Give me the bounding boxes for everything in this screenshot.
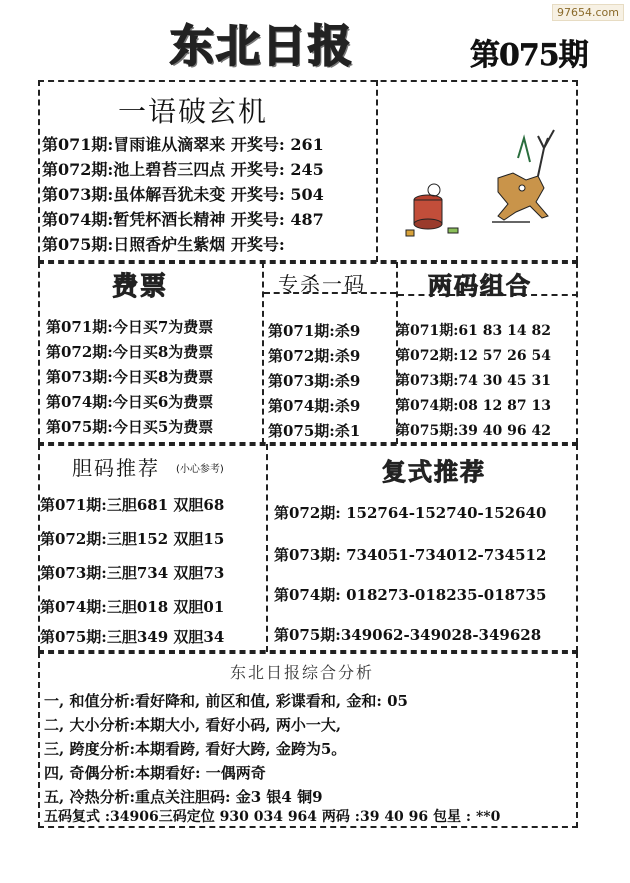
dan-row: 第074期:三胆018 双胆01 — [40, 598, 225, 616]
analysis-text: 本期看好: 一偶两奇 — [134, 764, 266, 782]
divider — [376, 80, 378, 262]
analysis-text: 看好降和, 前区和值, 彩谍看和, 金和: 05 — [134, 692, 408, 710]
analysis-item — [44, 714, 341, 735]
dan-row: 第072期:三胆152 双胆15 — [40, 530, 225, 548]
well-icon — [406, 184, 458, 236]
analysis-label: 三, 跨度分析: — [44, 740, 135, 758]
riddle-row: 第073期:虽体解吾犹未变 开奖号: 504 — [42, 185, 324, 204]
kill-row: 第071期:杀9 — [268, 322, 361, 340]
fushi-title: 复式推荐 — [382, 457, 486, 486]
fee-row: 第075期:今日买5为费票 — [46, 418, 214, 436]
dan-row: 第075期:三胆349 双胆34 — [40, 628, 225, 646]
issue-number: 第075期 — [470, 38, 588, 73]
pair-row: 第075期:39 40 96 42 — [396, 423, 551, 439]
riddle-row: 第074期:暂凭杯酒长精神 开奖号: 487 — [42, 210, 324, 229]
analysis-text: 本期看跨, 看好大跨, 金跨为5。 — [134, 740, 347, 758]
riddle-title: 一语破玄机 — [118, 95, 269, 128]
fushi-row: 第073期: 734051-734012-734512 — [274, 546, 547, 564]
analysis-label: 二, 大小分析: — [44, 716, 135, 734]
riddle-illustration — [398, 118, 568, 248]
divider — [262, 262, 264, 444]
fee-title: 费票 — [112, 272, 169, 302]
deer-icon — [492, 130, 554, 222]
riddle-row: 第075期:日照香炉生紫烟 开奖号: — [42, 235, 285, 254]
dan-row: 第073期:三胆734 双胆73 — [40, 564, 225, 582]
pair-row: 第073期:74 30 45 31 — [396, 373, 551, 389]
fee-row: 第074期:今日买6为费票 — [46, 393, 214, 411]
kill-title: 专杀一码 — [278, 272, 366, 296]
fee-row: 第073期:今日买8为费票 — [46, 368, 214, 386]
analysis-title: 东北日报综合分析 — [230, 663, 375, 682]
dan-row: 第071期:三胆681 双胆68 — [40, 496, 225, 514]
analysis-label: 一, 和值分析: — [44, 692, 135, 710]
kill-row: 第072期:杀9 — [268, 347, 361, 365]
pair-row: 第074期:08 12 87 13 — [396, 398, 551, 414]
fee-row: 第072期:今日买8为费票 — [46, 343, 214, 361]
kill-row: 第074期:杀9 — [268, 397, 361, 415]
fee-row: 第071期:今日买7为费票 — [46, 318, 214, 336]
pair-row: 第072期:12 57 26 54 — [396, 348, 551, 364]
newspaper-logo: 东北日报 — [170, 21, 354, 72]
fushi-row: 第072期: 152764-152740-152640 — [274, 504, 547, 522]
riddle-row: 第071期:冒雨谁从滴翠来 开奖号: 261 — [42, 135, 324, 154]
analysis-footer: 五码复式 :34906三码定位 930 034 964 两码 :39 40 96 包星 : **0 — [44, 809, 501, 825]
analysis-item — [44, 738, 346, 759]
kill-row: 第073期:杀9 — [268, 372, 361, 390]
analysis-item — [44, 690, 408, 711]
analysis-text: 本期大小, 看好小码, 两小一大, — [134, 716, 342, 734]
analysis-text: 重点关注胆码: 金3 银4 铜9 — [134, 788, 323, 806]
divider — [266, 444, 268, 652]
dan-note: (小心参考) — [176, 464, 224, 475]
analysis-label: 四, 奇偶分析: — [44, 764, 135, 782]
kill-row: 第075期:杀1 — [268, 422, 361, 440]
analysis-label: 五, 冷热分析: — [44, 788, 135, 806]
analysis-item — [44, 762, 266, 783]
pair-title: 两码组合 — [428, 271, 532, 300]
dan-title: 胆码推荐 — [72, 456, 160, 480]
watermark: 97654.com — [552, 4, 624, 21]
pair-row: 第071期:61 83 14 82 — [396, 323, 551, 339]
fushi-row: 第075期:349062-349028-349628 — [274, 626, 542, 644]
riddle-row: 第072期:池上碧苔三四点 开奖号: 245 — [42, 160, 324, 179]
fushi-row: 第074期: 018273-018235-018735 — [274, 586, 547, 604]
analysis-item — [44, 786, 323, 807]
